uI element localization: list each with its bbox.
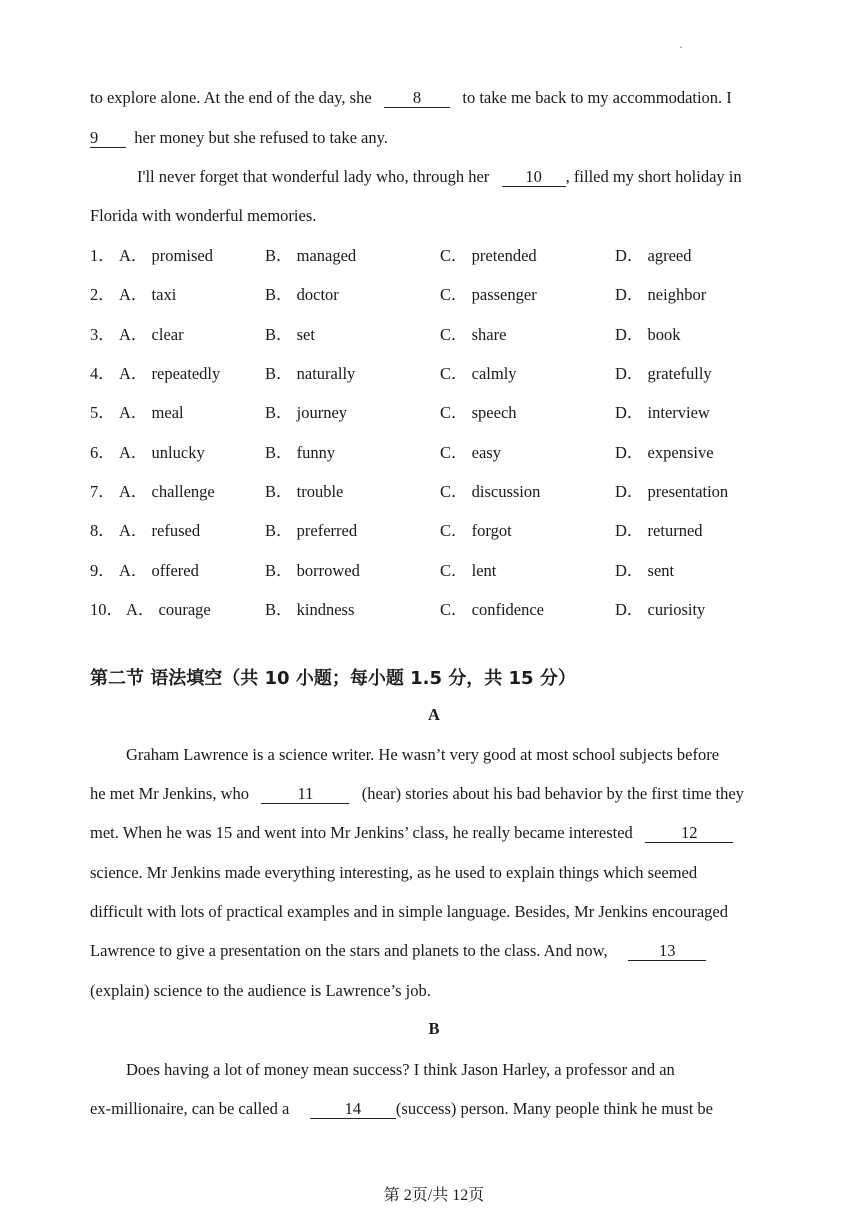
option-d: D． returned: [615, 521, 703, 540]
question-options: [90, 324, 790, 346]
passage-line: he met Mr Jenkins, who 11 (hear) stories about his bad behavior by the first time they: [90, 784, 744, 803]
option-d: D． sent: [615, 561, 675, 580]
option-b: B． set: [265, 325, 315, 344]
passage-line: Graham Lawrence is a science writer. He wasn’t very good at most school subjects before: [126, 745, 720, 764]
passage-line: to explore alone. At the end of the day, she 8 to take me back to my accommodation. I: [90, 88, 732, 107]
question-number: 6．: [90, 443, 115, 462]
option-c: C． passenger: [440, 285, 537, 304]
question-options: [90, 520, 790, 542]
question-number: 3．: [90, 325, 115, 344]
option-b: B． trouble: [265, 482, 344, 501]
option-c: C． forgot: [440, 521, 512, 540]
question-options: [90, 481, 790, 503]
passage-line: science. Mr Jenkins made everything interesting, as he used to explain things which seemed: [90, 863, 698, 882]
answer-blank: 13: [628, 942, 706, 961]
question-number: 9．: [90, 561, 115, 580]
answer-blank: 12: [645, 824, 733, 843]
option-a: A． promised: [119, 246, 213, 265]
question-options: [90, 599, 790, 621]
passage-line: ex-millionaire, can be called a 14 (success) person. Many people think he must be: [90, 1099, 713, 1118]
question-options: [90, 560, 790, 582]
option-a: A． courage: [126, 600, 211, 619]
option-a: A． challenge: [119, 482, 215, 501]
option-b: B． journey: [265, 403, 348, 422]
option-a: A． refused: [119, 521, 201, 540]
option-c: C． confidence: [440, 600, 545, 619]
option-d: D． expensive: [615, 443, 714, 462]
option-b: B． naturally: [265, 364, 356, 383]
option-d: D． neighbor: [615, 285, 707, 304]
question-number: 7．: [90, 482, 115, 501]
passage-line: Florida with wonderful memories.: [90, 206, 317, 225]
option-c: C． calmly: [440, 364, 517, 383]
option-c: C． discussion: [440, 482, 541, 501]
question-options: [90, 442, 790, 464]
option-b: B． kindness: [265, 600, 355, 619]
answer-blank: 10: [502, 168, 566, 187]
answer-blank: 9: [90, 129, 126, 148]
option-a: A． unlucky: [119, 443, 205, 462]
option-a: A． meal: [119, 403, 184, 422]
option-c: C． share: [440, 325, 507, 344]
question-options: [90, 245, 790, 267]
passage-line: Does having a lot of money mean success? I think Jason Harley, a professor and an: [126, 1060, 675, 1079]
option-a: A． repeatedly: [119, 364, 221, 383]
answer-blank: 11: [261, 785, 349, 804]
page-mark: ·: [679, 40, 683, 54]
question-number: 5．: [90, 403, 115, 422]
option-b: B． preferred: [265, 521, 358, 540]
option-c: C． lent: [440, 561, 497, 580]
question-number: 4．: [90, 364, 115, 383]
page-footer: 第 2页/共 12页: [383, 1187, 485, 1204]
passage-line: I'll never forget that wonderful lady who, through her 10 , filled my short holiday in: [137, 167, 742, 186]
option-c: C． pretended: [440, 246, 537, 265]
answer-blank: 14: [310, 1100, 396, 1119]
option-a: A． taxi: [119, 285, 177, 304]
question-options: [90, 284, 790, 306]
option-d: D． gratefully: [615, 364, 712, 383]
question-number: 1．: [90, 246, 115, 265]
question-number: 10．: [90, 600, 123, 619]
option-b: B． managed: [265, 246, 357, 265]
passage-line: Lawrence to give a presentation on the stars and planets to the class. And now, 13: [90, 940, 706, 962]
option-d: D． book: [615, 325, 681, 344]
passage-line: 9 her money but she refused to take any.: [90, 128, 388, 147]
option-d: D． agreed: [615, 246, 692, 265]
option-d: D． curiosity: [615, 600, 706, 619]
option-c: C． speech: [440, 403, 517, 422]
option-a: A． clear: [119, 325, 184, 344]
question-number: 8．: [90, 521, 115, 540]
option-d: D． presentation: [615, 482, 729, 501]
section-title: 第二节 语法填空（共 10 小题；每小题 1.5 分，共 15 分）: [90, 668, 576, 689]
passage-line: (explain) science to the audience is Lawrence’s job.: [90, 981, 431, 1000]
question-options: [90, 402, 790, 424]
option-b: B． borrowed: [265, 561, 360, 580]
passage-line: difficult with lots of practical examples and in simple language. Besides, Mr Jenkins encouraged: [90, 902, 728, 921]
question-number: 2．: [90, 285, 115, 304]
option-a: A． offered: [119, 561, 199, 580]
answer-blank: 8: [384, 89, 450, 108]
option-b: B． doctor: [265, 285, 339, 304]
passage-b-heading: B: [428, 1019, 440, 1038]
option-d: D． interview: [615, 403, 710, 422]
option-b: B． funny: [265, 443, 336, 462]
option-c: C． easy: [440, 443, 501, 462]
passage-a-heading: A: [428, 705, 440, 724]
passage-line: met. When he was 15 and went into Mr Jenkins’ class, he really became interested 12: [90, 822, 733, 844]
question-options: [90, 363, 790, 385]
